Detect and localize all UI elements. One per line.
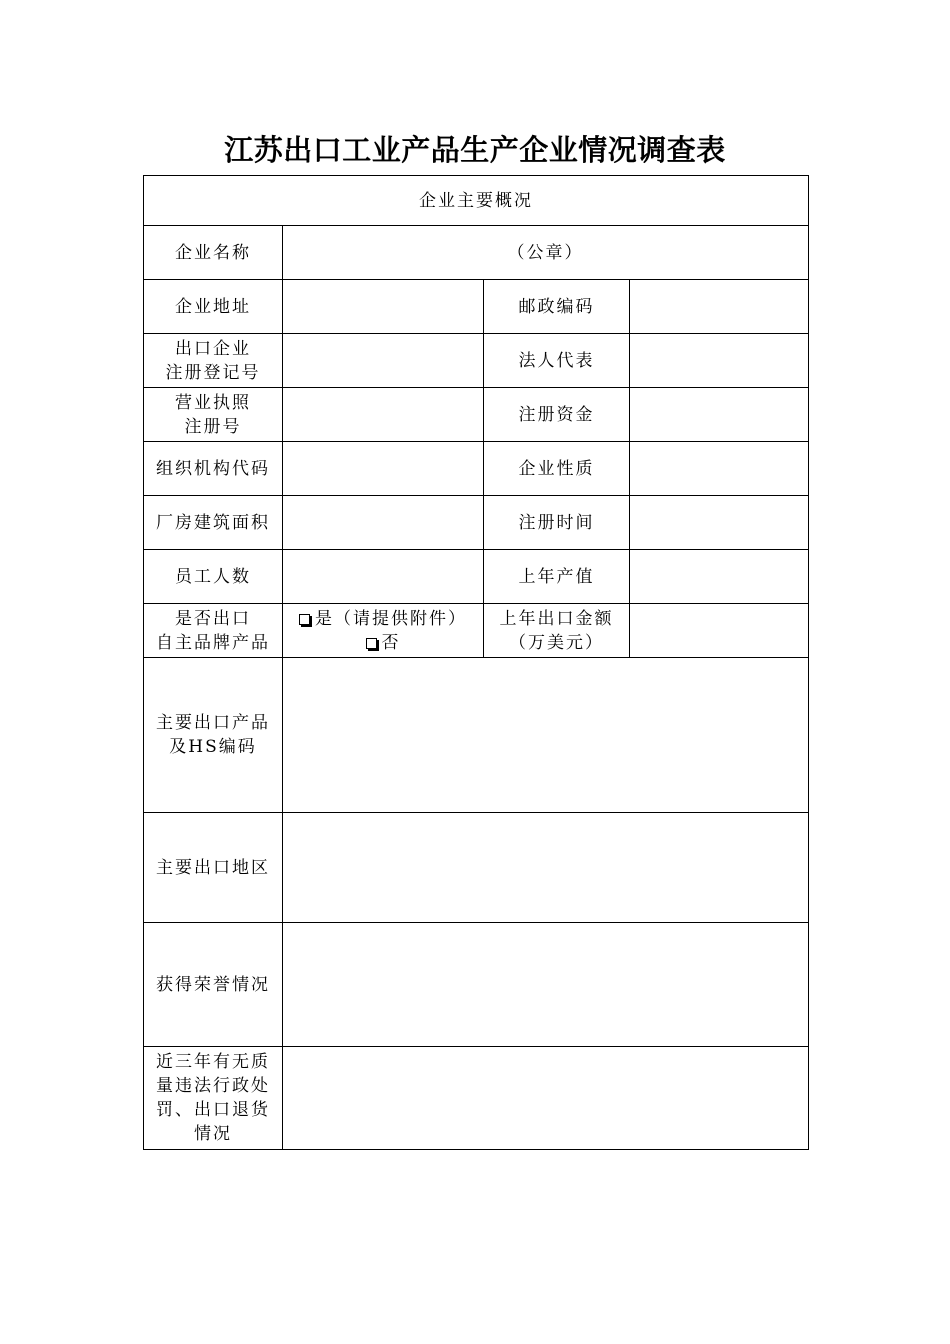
products-row bbox=[144, 658, 809, 813]
option-yes[interactable] bbox=[287, 607, 479, 631]
export-reg-field[interactable] bbox=[283, 334, 484, 388]
violations-field[interactable] bbox=[283, 1047, 809, 1150]
output-value-label: 上年产值 bbox=[484, 550, 630, 604]
regions-row bbox=[144, 813, 809, 923]
brand-label: 是否出口 自主品牌产品 bbox=[144, 604, 283, 658]
legal-rep-label: 法人代表 bbox=[484, 334, 630, 388]
company-type-label: 企业性质 bbox=[484, 442, 630, 496]
org-code-field[interactable] bbox=[283, 442, 484, 496]
license-row bbox=[144, 388, 809, 442]
reg-capital-label: 注册资金 bbox=[484, 388, 630, 442]
employees-row bbox=[144, 550, 809, 604]
factory-area-label: 厂房建筑面积 bbox=[144, 496, 283, 550]
checkbox-icon[interactable] bbox=[299, 614, 310, 625]
option-no[interactable] bbox=[287, 631, 479, 655]
honors-label: 获得荣誉情况 bbox=[144, 923, 283, 1047]
export-reg-label: 出口企业 注册登记号 bbox=[144, 334, 283, 388]
regions-label: 主要出口地区 bbox=[144, 813, 283, 923]
employees-field[interactable] bbox=[283, 550, 484, 604]
reg-capital-field[interactable] bbox=[630, 388, 809, 442]
violations-row bbox=[144, 1047, 809, 1150]
option-no-label: 否 bbox=[381, 632, 401, 653]
output-value-field[interactable] bbox=[630, 550, 809, 604]
brand-options bbox=[283, 604, 484, 658]
honors-field[interactable] bbox=[283, 923, 809, 1047]
checkbox-icon[interactable] bbox=[366, 638, 377, 649]
section-header: 企业主要概况 bbox=[144, 176, 809, 226]
brand-row bbox=[144, 604, 809, 658]
honors-row bbox=[144, 923, 809, 1047]
violations-label: 近三年有无质 量违法行政处 罚、出口退货 情况 bbox=[144, 1047, 283, 1150]
seal-note: （公章） bbox=[507, 242, 584, 263]
company-type-field[interactable] bbox=[630, 442, 809, 496]
company-name-field[interactable] bbox=[283, 226, 809, 280]
legal-rep-field[interactable] bbox=[630, 334, 809, 388]
address-label: 企业地址 bbox=[144, 280, 283, 334]
postal-code-label: 邮政编码 bbox=[484, 280, 630, 334]
reg-date-field[interactable] bbox=[630, 496, 809, 550]
address-row bbox=[144, 280, 809, 334]
regions-field[interactable] bbox=[283, 813, 809, 923]
org-code-row bbox=[144, 442, 809, 496]
postal-code-field[interactable] bbox=[630, 280, 809, 334]
factory-area-row bbox=[144, 496, 809, 550]
export-reg-row bbox=[144, 334, 809, 388]
address-field[interactable] bbox=[283, 280, 484, 334]
products-label: 主要出口产品 及HS编码 bbox=[144, 658, 283, 813]
company-name-label: 企业名称 bbox=[144, 226, 283, 280]
option-yes-label: 是（请提供附件） bbox=[315, 608, 467, 629]
org-code-label: 组织机构代码 bbox=[144, 442, 283, 496]
page-title: 江苏出口工业产品生产企业情况调查表 bbox=[224, 133, 726, 167]
license-label: 营业执照 注册号 bbox=[144, 388, 283, 442]
factory-area-field[interactable] bbox=[283, 496, 484, 550]
section-header-row bbox=[144, 176, 809, 226]
survey-form-table bbox=[143, 175, 809, 1150]
reg-date-label: 注册时间 bbox=[484, 496, 630, 550]
export-amount-field[interactable] bbox=[630, 604, 809, 658]
export-amount-label: 上年出口金额 （万美元） bbox=[484, 604, 630, 658]
company-name-row bbox=[144, 226, 809, 280]
license-field[interactable] bbox=[283, 388, 484, 442]
products-field[interactable] bbox=[283, 658, 809, 813]
employees-label: 员工人数 bbox=[144, 550, 283, 604]
